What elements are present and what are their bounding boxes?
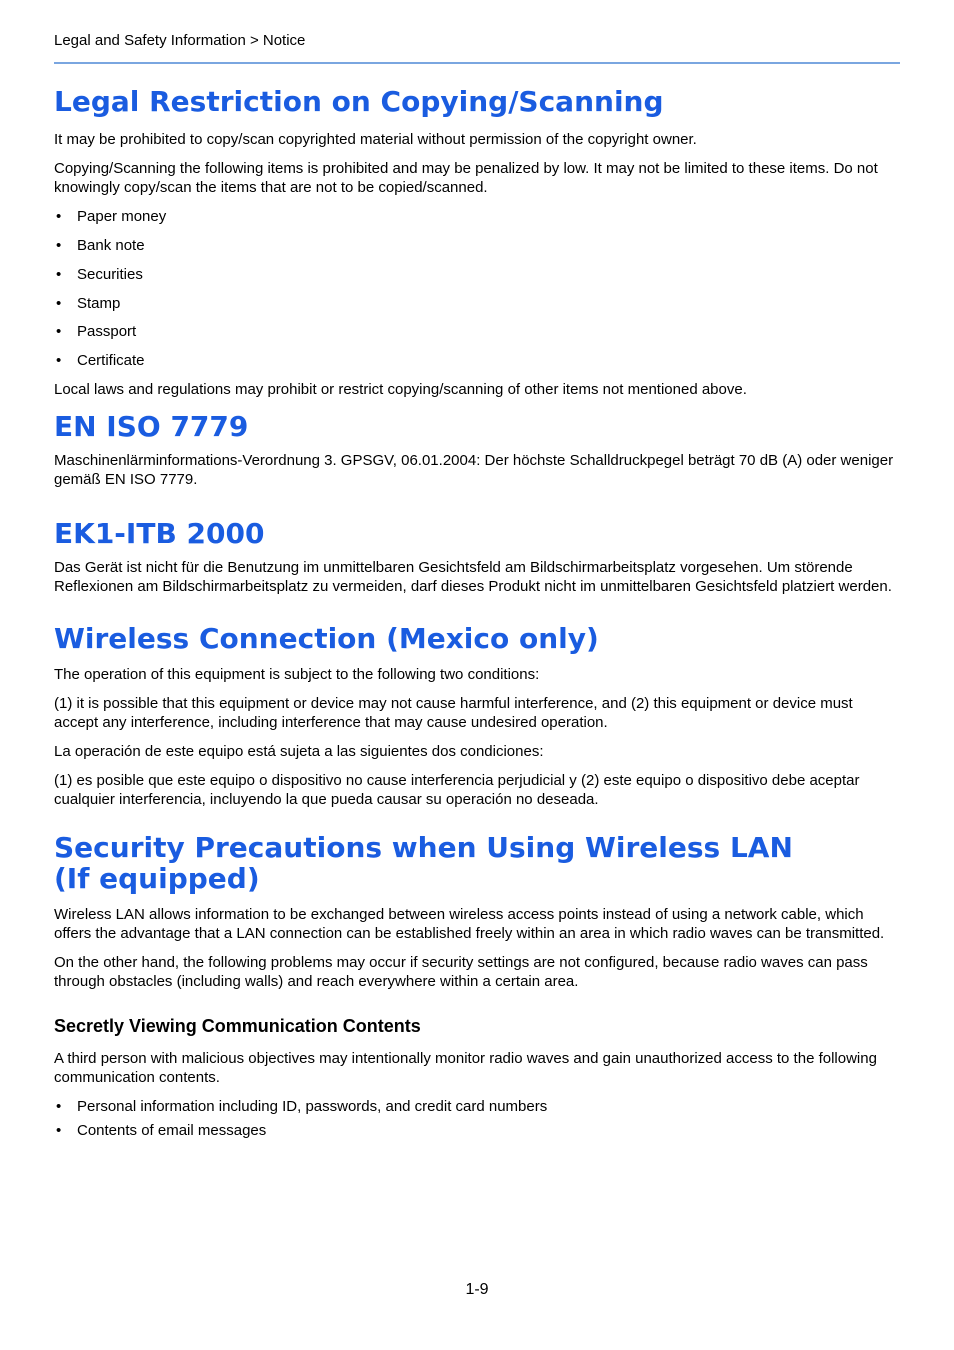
ek1-itb-paragraph: Das Gerät ist nicht für die Benutzung im unmittelbaren Gesichtsfeld am Bildschirmarbeitsplatz vorgesehen. Um störende Reflexionen am Bildschirmarbeitsplatz zu vermeiden, darf dieses Produkt nicht im unmittelbaren Gesichtsfeld platziert werden. [54,559,892,595]
security-paragraph-2: On the other hand, the following problems may occur if security settings are not configured, because radio waves can pass through obstacles (including walls) and reach everywhere within a certain area. [54,954,868,990]
breadcrumb: Legal and Safety Information > Notice [54,32,900,64]
list-item: • Securities [54,265,900,284]
legal-prohibited-paragraph: Copying/Scanning the following items is prohibited and may be penalized by low. It may not be limited to these items. Do not knowingly copy/scan the items that are not to be copied/scanned. [54,160,878,196]
prohibited-items-list [54,207,900,370]
list-item: • Bank note [54,236,900,255]
section-title-en-iso: EN ISO 7779 [54,410,249,443]
page-content [54,80,900,1140]
wireless-mexico-paragraph-3: La operación de este equipo está sujeta a las siguientes dos condiciones: [54,743,544,760]
section-title-security-precautions: Security Precautions when Using Wireless LAN (If equipped) [54,831,793,895]
list-item: • Certificate [54,351,900,370]
wireless-mexico-paragraph-1: The operation of this equipment is subject to the following two conditions: [54,666,540,683]
section-title-wireless-mexico: Wireless Connection (Mexico only) [54,622,599,655]
list-item: • Passport [54,322,900,341]
section-title-ek1-itb: EK1-ITB 2000 [54,517,265,550]
list-item: • Personal information including ID, passwords, and credit card numbers [54,1097,900,1116]
wireless-mexico-paragraph-2: (1) it is possible that this equipment or device may not cause harmful interference, and (2) this equipment or device must accept any interference, including interference that may cause undesired operation. [54,695,853,731]
subheading-secretly-viewing: Secretly Viewing Communication Contents [54,1016,421,1036]
page-number: 1-9 [465,1281,489,1298]
list-item: • Paper money [54,207,900,226]
en-iso-paragraph: Maschinenlärminformations-Verordnung 3. GPSGV, 06.01.2004: Der höchste Schalldruckpegel beträgt 70 dB (A) oder weniger gemäß EN ISO 7779. [54,452,894,488]
list-item: • Contents of email messages [54,1121,900,1140]
list-item: • Stamp [54,294,900,313]
security-paragraph-3: A third person with malicious objectives may intentionally monitor radio waves and gain unauthorized access to the following communication contents. [54,1050,877,1086]
security-paragraph-1: Wireless LAN allows information to be exchanged between wireless access points instead of using a network cable, which offers the advantage that a LAN connection can be established freely within an area in which radio waves can be transmitted. [54,906,885,942]
legal-intro-paragraph: It may be prohibited to copy/scan copyrighted material without permission of the copyright owner. [54,131,697,148]
legal-closing-paragraph: Local laws and regulations may prohibit or restrict copying/scanning of other items not mentioned above. [54,381,747,398]
wireless-mexico-paragraph-4: (1) es posible que este equipo o dispositivo no cause interferencia perjudicial y (2) este equipo o dispositivo debe aceptar cualquier interferencia, incluyendo la que pueda causar su operación no deseada. [54,772,860,808]
section-title-legal-restriction: Legal Restriction on Copying/Scanning [54,85,664,118]
communication-contents-list [54,1097,900,1140]
